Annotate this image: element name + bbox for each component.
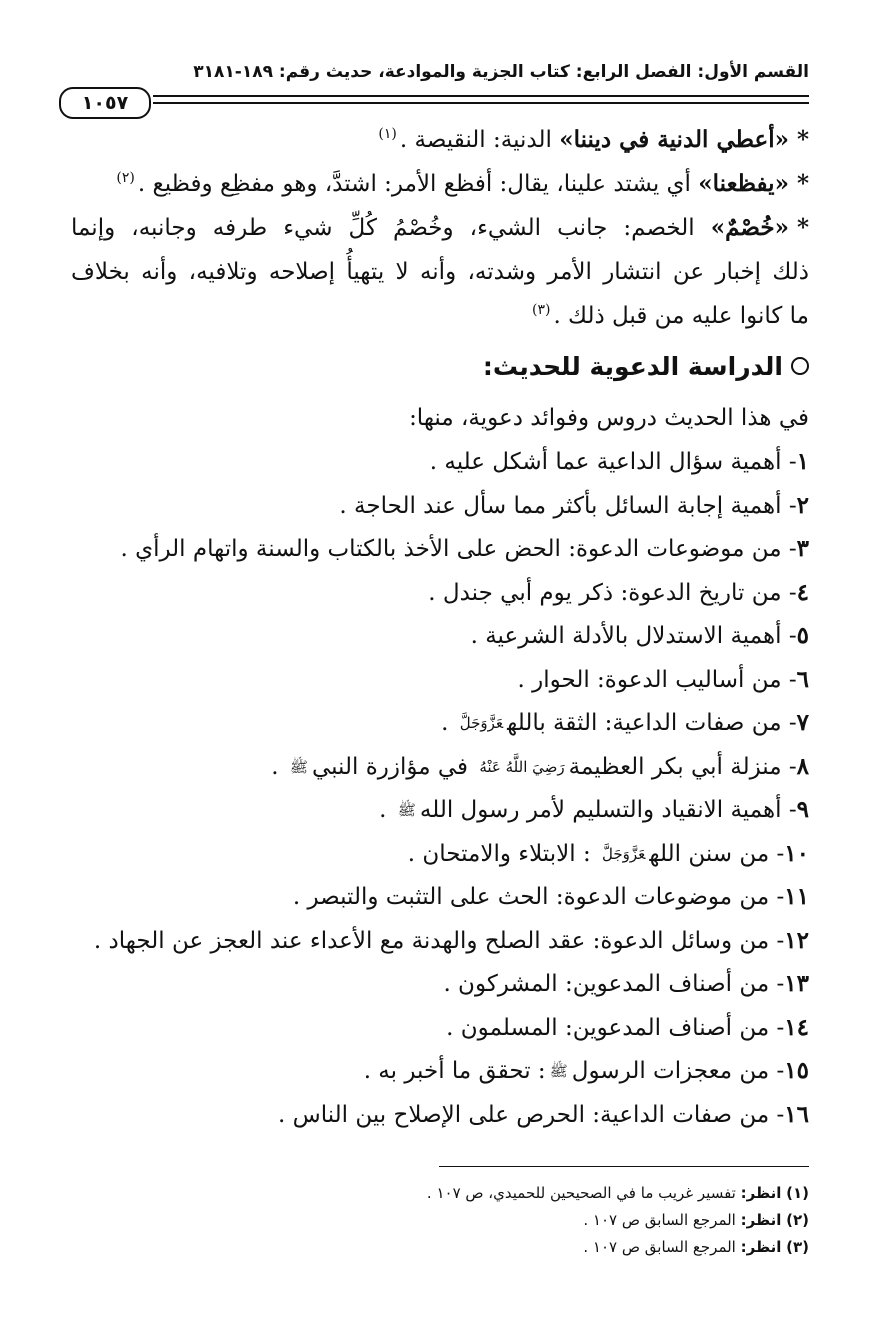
list-item <box>71 745 809 789</box>
bullet-star: * <box>796 214 809 241</box>
item-number: ١١ <box>784 883 809 910</box>
item-text: - منزلة أبي بكر العظيمة <box>568 753 797 780</box>
footnote-divider <box>439 1166 809 1167</box>
item-text: - من موضوعات الدعوة: الحث على التثبت والتبصر . <box>292 884 785 910</box>
footnote-1 <box>71 1180 809 1207</box>
definition-term: «خُصْمٌ» <box>710 214 789 241</box>
bullet-star: * <box>796 170 809 197</box>
list-item <box>71 832 809 876</box>
honorific-glyph: ﷺ <box>549 1062 568 1081</box>
bullet-star: * <box>796 126 809 153</box>
section-heading <box>71 338 809 396</box>
item-number: ١٤ <box>784 1013 809 1041</box>
honorific-glyph: ﷺ <box>397 801 416 820</box>
list-item <box>71 788 809 832</box>
section-intro: في هذا الحديث دروس وفوائد دعوية، منها: <box>409 405 809 431</box>
item-text: - من سنن الله <box>649 840 785 867</box>
list-item <box>71 614 809 658</box>
definition-term: «أعطي الدنية في ديننا» <box>559 126 789 153</box>
list-item <box>71 571 809 615</box>
item-number: ٩ <box>796 796 809 823</box>
footnote-number: (١) <box>786 1184 809 1202</box>
honorific-glyph: عَزَّوَجَلَّ <box>459 714 504 733</box>
section-title: الدراسة الدعوية للحديث: <box>482 352 783 381</box>
footnote-number: (٣) <box>786 1238 809 1256</box>
footnote-ref[interactable]: (٣) <box>531 302 551 319</box>
definition-3-line-3 <box>71 294 809 338</box>
footnote-text: المرجع السابق ص ١٠٧ . <box>583 1238 741 1256</box>
running-header: القسم الأول: الفصل الرابع: كتاب الجزية والموادعة، حديث رقم: ١٨٩-٣١٨١ <box>193 62 809 82</box>
list-item <box>71 701 809 745</box>
item-number: ٢ <box>796 491 809 519</box>
footnote-lead: انظر: <box>740 1211 782 1229</box>
honorific-glyph: رَضِيَ اللَّهُ عَنْهُ <box>479 757 565 776</box>
item-number: ١٢ <box>784 926 809 954</box>
list-item <box>71 658 809 702</box>
item-text: - من أصناف المدعوين: المسلمون . <box>446 1014 785 1041</box>
item-text: - من صفات الداعية: الثقة بالله <box>507 710 797 736</box>
definition-1 <box>71 118 809 162</box>
definition-3-line-1 <box>71 206 809 250</box>
item-text: - أهمية إجابة السائل بأكثر مما سأل عند الحاجة . <box>339 492 797 519</box>
list-item <box>71 527 809 571</box>
definition-3-line-2: ذلك إخبار عن انتشار الأمر وشدته، وأنه لا يتهيأُ إصلاحه وتلافيه، وأنه بخلاف <box>71 259 809 285</box>
header-rule-row <box>59 87 809 117</box>
footnote-ref[interactable]: (٢) <box>116 170 135 187</box>
item-text-end: : الابتلاء والامتحان . <box>407 840 599 867</box>
definition-term: «يفظعنا» <box>698 170 789 197</box>
main-content <box>71 118 809 1136</box>
list-item <box>71 440 809 484</box>
item-number: ١٠ <box>784 839 809 867</box>
list-item <box>71 919 809 963</box>
footnote-text: المرجع السابق ص ١٠٧ . <box>583 1211 741 1229</box>
footnote-2 <box>71 1207 809 1234</box>
item-text: - من أساليب الدعوة: الحوار . <box>517 666 797 693</box>
item-number: ١ <box>796 448 809 475</box>
honorific-glyph: عَزَّوَجَلَّ <box>602 844 646 863</box>
footnote-lead: انظر: <box>740 1238 782 1256</box>
list-item <box>71 1006 809 1050</box>
item-number: ٦ <box>796 665 809 693</box>
item-text: - أهمية سؤال الداعية عما أشكل عليه . <box>429 449 797 475</box>
list-item <box>71 484 809 528</box>
item-text-end: : تحقق ما أخبر به . <box>363 1058 546 1084</box>
item-text: - من وسائل الدعوة: عقد الصلح والهدنة مع الأعداء عند العجز عن الجهاد . <box>93 927 785 954</box>
item-number: ١٥ <box>784 1057 809 1084</box>
item-text: - من تاريخ الدعوة: ذكر يوم أبي جندل . <box>428 579 797 606</box>
honorific-glyph: ﷺ <box>289 757 308 776</box>
footnote-lead: انظر: <box>740 1184 782 1202</box>
item-text: - من موضوعات الدعوة: الحض على الأخذ بالكتاب والسنة واتهام الرأي . <box>120 536 797 562</box>
item-number: ١٦ <box>784 1100 809 1128</box>
footnotes <box>71 1180 809 1261</box>
item-number: ١٣ <box>784 970 809 997</box>
circle-bullet-icon <box>791 357 809 375</box>
definition-text: الدنية: النقيصة . <box>399 127 560 153</box>
definition-2 <box>71 162 809 206</box>
page-number: ١٠٥٧ <box>59 87 151 119</box>
definition-text: ما كانوا عليه من قبل ذلك . <box>553 303 809 329</box>
item-number: ٥ <box>796 622 809 649</box>
definition-text: أي يشتد علينا، يقال: أفظع الأمر: اشتدَّ، وهو مفظِع وفظيع . <box>137 171 699 197</box>
list-item <box>71 875 809 919</box>
footnote-number: (٢) <box>786 1211 809 1229</box>
item-number: ٣ <box>796 535 809 562</box>
item-text-end: . <box>441 710 456 736</box>
item-text-end: . <box>271 753 286 780</box>
footnote-ref[interactable]: (١) <box>378 126 397 143</box>
item-text-middle: في مؤازرة النبي <box>311 753 476 780</box>
footnote-3 <box>71 1234 809 1261</box>
item-text: - أهمية الانقياد والتسليم لأمر رسول الله <box>419 797 797 823</box>
definition-text: الخصم: جانب الشيء، وخُصْمُ كُلِّ شيء طرفه وجانبه، وإنما <box>71 215 711 241</box>
header-double-rule <box>153 95 809 104</box>
footnote-text: تفسير غريب ما في الصحيحين للحميدي، ص ١٠٧ . <box>426 1184 741 1202</box>
item-text-end: . <box>379 797 394 823</box>
item-number: ٤ <box>796 578 809 606</box>
item-text: - من أصناف المدعوين: المشركون . <box>443 971 785 997</box>
item-text: - أهمية الاستدلال بالأدلة الشرعية . <box>470 623 797 649</box>
item-number: ٧ <box>796 709 809 736</box>
list-item <box>71 1049 809 1093</box>
lessons-list <box>71 440 809 1136</box>
list-item <box>71 962 809 1006</box>
item-text: - من صفات الداعية: الحرص على الإصلاح بين الناس . <box>278 1101 785 1128</box>
list-item <box>71 1093 809 1137</box>
item-text: - من معجزات الرسول <box>571 1058 785 1084</box>
item-number: ٨ <box>796 752 809 780</box>
